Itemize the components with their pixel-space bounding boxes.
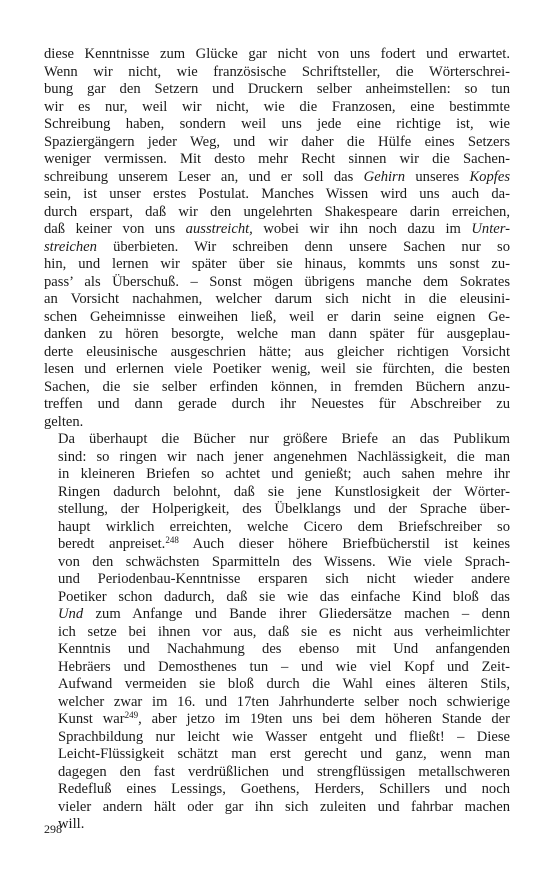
text-line	[44, 431, 510, 449]
text-segment: Kunst war	[58, 711, 125, 727]
text-line	[44, 134, 510, 152]
text-line	[44, 624, 510, 642]
text-segment: sind: so ringen wir nach jener angenehmen Nachlässigkeit, die man	[58, 448, 510, 465]
text-segment: stellung, der Holperigkeit, des Übelklangs und der Sprache über-	[58, 501, 510, 517]
text-line	[44, 641, 510, 659]
text-line	[44, 571, 510, 589]
footnote-marker: 248	[165, 536, 179, 545]
text-line	[44, 344, 510, 362]
text-segment: Kenntnis und Nachahmung des ebenso mit Und anfangenden	[58, 641, 510, 657]
text-segment: Sprachbildung nur leicht wie Wasser entgeht und fließt! – Diese	[58, 728, 510, 745]
text-line	[44, 554, 510, 572]
text-line	[44, 221, 510, 239]
text-line	[44, 256, 510, 274]
book-page-text	[44, 46, 510, 834]
text-segment: weniger vermissen. Mit desto mehr Recht sinnen wir die Sachen-	[44, 151, 510, 167]
text-segment: lesen und erlernen viele Poetiker wenig, weil sie fürchten, die besten	[44, 361, 510, 377]
text-line	[44, 326, 510, 344]
text-line	[44, 396, 510, 414]
text-line	[44, 799, 510, 817]
text-line	[44, 694, 510, 712]
text-line	[44, 449, 510, 467]
text-segment: schen Geheimnisse einweihen ließ, weil er darin seine eignen Ge-	[44, 308, 510, 325]
text-line	[44, 151, 510, 169]
text-segment: Aufwand vermeiden sie bloß durch die Wahl eines älteren Stils,	[58, 676, 510, 692]
text-segment: vieler andern hält oder gar ihn sich zuleiten und fahrbar machen	[58, 798, 510, 815]
text-segment: Wenn wir nicht, wie französische Schriftsteller, die Wörterschrei-	[44, 63, 510, 80]
text-line	[44, 309, 510, 327]
emphasized-text: Kopfes	[469, 168, 510, 185]
paragraph	[44, 431, 510, 834]
text-segment: diese Kenntnisse zum Glücke gar nicht von uns fodert und erwartet.	[44, 46, 510, 62]
text-segment: dagegen den fast verdrüßlichen und strengflüssigen metallschweren	[58, 763, 510, 780]
text-segment: durch erspart, daß wir den ungelehrten Shakespeare darin erreichen,	[44, 203, 510, 220]
text-line	[44, 64, 510, 82]
text-segment: hin, und lernen wir später über sie hinaus, kommts uns sonst zu-	[44, 256, 510, 272]
text-segment: will.	[58, 816, 85, 832]
paragraph	[44, 46, 510, 431]
text-line	[44, 361, 510, 379]
text-line	[44, 676, 510, 694]
text-line	[44, 99, 510, 117]
text-segment: und Periodenbau-Kenntnisse ersparen sich nicht wieder andere	[58, 571, 510, 587]
text-line	[44, 501, 510, 519]
text-line	[44, 239, 510, 257]
text-line	[44, 466, 510, 484]
text-line	[44, 589, 510, 607]
text-segment: Ringen dadurch belohnt, daß sie jene Kunstlosigkeit der Wörter-	[58, 483, 510, 500]
text-segment: Sachen, die sie selber erfinden können, in fremden Büchern anzu-	[44, 378, 510, 395]
text-segment: derte eleusinische ausgeschrien hätte; aus gleicher richtigen Vorsicht	[44, 343, 510, 360]
text-segment: gelten.	[44, 413, 84, 430]
text-line	[44, 536, 510, 554]
text-segment: wir es nur, weil wir nicht, wie die Franzosen, eine bestimmte	[44, 98, 510, 115]
text-segment: daß keiner von uns	[44, 221, 186, 237]
text-line	[44, 379, 510, 397]
text-segment: schreibung unserem Leser an, und er soll das	[44, 168, 364, 185]
text-segment: Poetiker schon dadurch, daß sie wie das einfache Kind bloß das	[58, 588, 510, 605]
text-segment: welcher zwar im 16. und 17ten Jahrhunderte selber noch schwierige	[58, 693, 510, 710]
text-segment: pass’ als Überschuß. – Sonst mögen übrigens manche dem Sokrates	[44, 273, 510, 290]
text-segment: haupt wirklich erreichten, welche Cicero dem Briefschreiber so	[58, 518, 510, 535]
text-segment: treffen und dann gerade durch ihr Neuestes für Abschreiber zu	[44, 396, 510, 412]
text-line	[44, 414, 510, 432]
text-line	[44, 186, 510, 204]
emphasized-text: ausstreicht,	[185, 221, 253, 237]
text-line	[44, 659, 510, 677]
text-segment: danken zu hören besorgte, welche man dann später für ausgeplau-	[44, 326, 510, 342]
text-segment: Spaziergängern jeder Weg, und wir daher die Hülfe eines Setzers	[44, 133, 510, 150]
text-segment: Leicht-Flüssigkeit schätzt man erst gerecht und ganz, wenn man	[58, 746, 510, 762]
text-line	[44, 116, 510, 134]
text-line	[44, 519, 510, 537]
text-line	[44, 764, 510, 782]
text-line	[44, 274, 510, 292]
text-segment: , aber jetzo im 19ten uns bei dem höheren Stande der	[138, 711, 510, 727]
text-line	[44, 81, 510, 99]
text-line	[44, 291, 510, 309]
text-segment: in kleineren Briefen so achtet und genießt; auch sahen mehre ihr	[58, 466, 510, 482]
text-line	[44, 781, 510, 799]
text-segment: sein, ist unser erstes Postulat. Manches Wissen wird uns auch da-	[44, 186, 510, 202]
text-line	[44, 729, 510, 747]
emphasized-text: Und	[58, 606, 84, 622]
text-line	[44, 169, 510, 187]
text-segment: bung gar den Setzern und Druckern selber anheimstellen: so tun	[44, 81, 510, 97]
text-segment: beredt anpreiset.	[58, 536, 166, 552]
emphasized-text: Unter-	[471, 221, 510, 237]
text-segment: Redefluß eines Lessings, Goethens, Herders, Schillers und noch	[58, 781, 510, 797]
text-segment: Auch dieser höhere Briefbücherstil ist keines	[178, 536, 510, 552]
text-segment: wobei wir ihn noch dazu im	[252, 221, 472, 237]
text-segment: an Vorsicht nachahmen, welcher darum sich nicht in die eleusini-	[44, 291, 510, 307]
text-segment: unseres	[405, 168, 470, 185]
emphasized-text: Gehirn	[363, 168, 406, 185]
text-segment: überbieten. Wir schreiben denn unsere Sachen nur so	[96, 238, 510, 255]
text-line	[44, 816, 510, 834]
page-number: 298	[44, 822, 62, 836]
text-segment: Hebräers und Demosthenes tun – und wie viel Kopf und Zeit-	[58, 658, 510, 675]
footnote-marker: 249	[124, 711, 139, 720]
text-segment: zum Anfange und Bande ihrer Gliedersätze machen – denn	[83, 606, 510, 622]
text-line	[44, 204, 510, 222]
emphasized-text: streichen	[44, 238, 97, 255]
text-segment: Schreibung haben, sondern weil uns jede eine richtige ist, wie	[44, 116, 510, 132]
text-line	[44, 711, 510, 729]
text-line	[44, 606, 510, 624]
text-line	[44, 484, 510, 502]
text-line	[44, 746, 510, 764]
text-segment: Da überhaupt die Bücher nur größere Briefe an das Publikum	[58, 431, 510, 447]
text-segment: ich setze bei ihnen vor aus, daß sie es nicht aus verheimlichter	[58, 623, 510, 640]
text-segment: von den schwächsten Sparmitteln des Wissens. Wie viele Sprach-	[58, 553, 510, 570]
text-line	[44, 46, 510, 64]
